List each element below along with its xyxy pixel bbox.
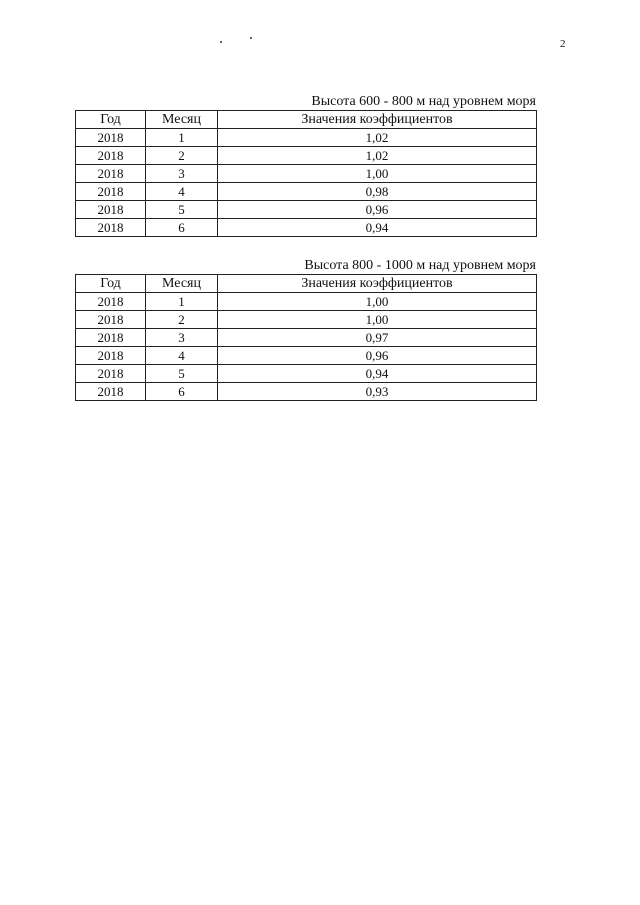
cell-coefficient: 0,96 <box>218 347 537 365</box>
header-coefficient: Значения коэффициентов <box>218 275 537 293</box>
cell-coefficient: 0,94 <box>218 219 537 237</box>
table-row <box>76 311 537 329</box>
cell-year: 2018 <box>76 147 146 165</box>
cell-coefficient: 1,00 <box>218 293 537 311</box>
table-row <box>76 147 537 165</box>
cell-year: 2018 <box>76 183 146 201</box>
table-row <box>76 201 537 219</box>
cell-month: 1 <box>146 129 218 147</box>
header-year: Год <box>76 111 146 129</box>
table-row <box>76 293 537 311</box>
cell-coefficient: 1,00 <box>218 165 537 183</box>
scan-speck <box>220 41 222 43</box>
cell-month: 3 <box>146 165 218 183</box>
header-month: Месяц <box>146 275 218 293</box>
table-row <box>76 165 537 183</box>
table-row <box>76 219 537 237</box>
cell-month: 6 <box>146 383 218 401</box>
cell-year: 2018 <box>76 329 146 347</box>
cell-coefficient: 0,94 <box>218 365 537 383</box>
table-title: Высота 600 - 800 м над уровнем моря <box>311 94 536 109</box>
cell-coefficient: 1,02 <box>218 147 537 165</box>
table-section-800-1000 <box>75 258 536 401</box>
table-row <box>76 329 537 347</box>
cell-month: 1 <box>146 293 218 311</box>
scan-speck <box>250 37 252 39</box>
coefficients-table <box>75 274 537 401</box>
cell-coefficient: 0,96 <box>218 201 537 219</box>
table-header-row <box>76 111 537 129</box>
table-row <box>76 129 537 147</box>
header-year: Год <box>76 275 146 293</box>
cell-year: 2018 <box>76 311 146 329</box>
cell-month: 2 <box>146 311 218 329</box>
cell-coefficient: 1,02 <box>218 129 537 147</box>
table-row <box>76 347 537 365</box>
cell-month: 5 <box>146 201 218 219</box>
cell-month: 2 <box>146 147 218 165</box>
page-number: 2 <box>560 38 566 50</box>
table-section-600-800 <box>75 94 536 237</box>
cell-year: 2018 <box>76 365 146 383</box>
coefficients-table <box>75 110 537 237</box>
cell-coefficient: 0,93 <box>218 383 537 401</box>
cell-year: 2018 <box>76 201 146 219</box>
cell-year: 2018 <box>76 347 146 365</box>
table-row <box>76 183 537 201</box>
cell-month: 4 <box>146 183 218 201</box>
table-row <box>76 383 537 401</box>
header-month: Месяц <box>146 111 218 129</box>
cell-year: 2018 <box>76 129 146 147</box>
cell-month: 3 <box>146 329 218 347</box>
cell-month: 5 <box>146 365 218 383</box>
cell-year: 2018 <box>76 293 146 311</box>
cell-coefficient: 1,00 <box>218 311 537 329</box>
table-title: Высота 800 - 1000 м над уровнем моря <box>304 258 536 273</box>
header-coefficient: Значения коэффициентов <box>218 111 537 129</box>
cell-year: 2018 <box>76 383 146 401</box>
table-header-row <box>76 275 537 293</box>
cell-coefficient: 0,98 <box>218 183 537 201</box>
cell-coefficient: 0,97 <box>218 329 537 347</box>
cell-year: 2018 <box>76 219 146 237</box>
cell-year: 2018 <box>76 165 146 183</box>
cell-month: 4 <box>146 347 218 365</box>
table-row <box>76 365 537 383</box>
cell-month: 6 <box>146 219 218 237</box>
